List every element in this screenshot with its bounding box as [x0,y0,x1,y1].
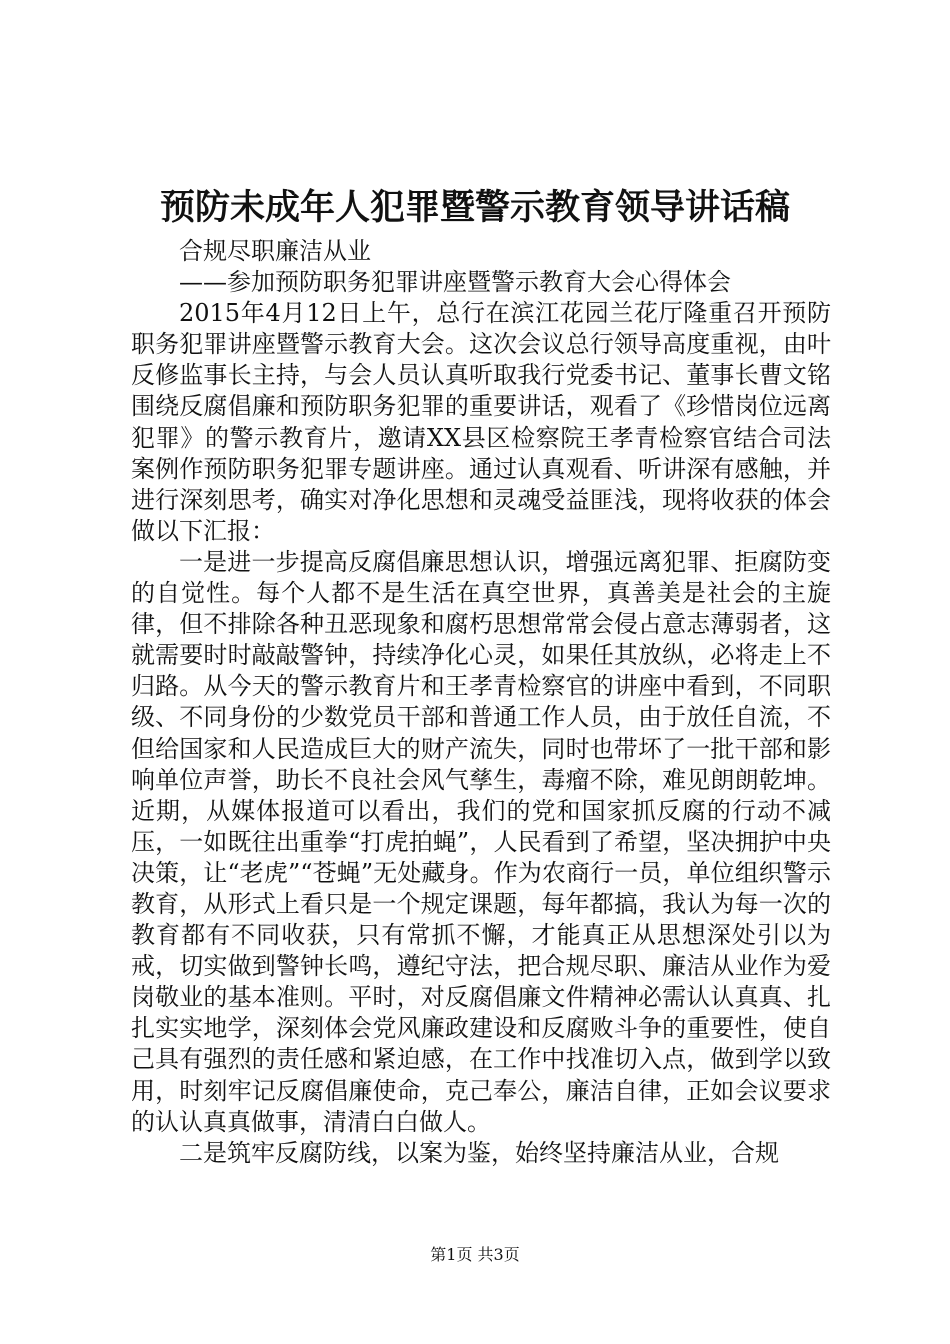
subtitle: 合规尽职廉洁从业 [179,237,371,265]
paragraph: 2015年4月12日上午，总行在滨江花园兰花厅隆重召开预防职务犯罪讲座暨警示教育大会。这次会议总行领导高度重视，由叶反修监事长主持，与会人员认真听取我行党委书记、董事长曹文铭围绕反腐倡廉和预防职务犯罪的重要讲话，观看了《珍惜岗位远离犯罪》的警示教育片，邀请XX县区检察院王孝青检察官结合司法案例作预防职务犯罪专题讲座。通过认真观看、听讲深有感触，并进行深刻思考，确实对净化思想和灵魂受益匪浅，现将收获的体会做以下汇报： [131,299,831,545]
sub-subtitle: ——参加预防职务犯罪讲座暨警示教育大会心得体会 [179,268,731,297]
paragraph: 二是筑牢反腐防线，以案为鉴，始终坚持廉洁从业，合规 [179,1138,779,1167]
paragraph: 一是进一步提高反腐倡廉思想认识，增强远离犯罪、拒腐防变的自觉性。每个人都不是生活在真空世界，真善美是社会的主旋律，但不排除各种丑恶现象和腐朽思想常常会侵占意志薄弱者，这就需要时时敲敲警钟，持续净化心灵，如果任其放纵，必将走上不归路。从今天的警示教育片和王孝青检察官的讲座中看到，不同职级、不同身份的少数党员干部和普通工作人员，由于放任自流，不但给国家和人民造成巨大的财产流失，同时也带坏了一批干部和影响单位声誉，助长不良社会风气孳生，毒瘤不除，难见朗朗乾坤。近期，从媒体报道可以看出，我们的党和国家抓反腐的行动不减压，一如既往出重拳“打虎拍蝇”，人民看到了希望，坚决拥护中央决策，让“老虎”“苍蝇”无处藏身。作为农商行一员，单位组织警示教育，从形式上看只是一个规定课题，每年都搞，我认为每一次的教育都有不同收获，只有常抓不懈，才能真正从思想深处引以为戒，切实做到警钟长鸣，遵纪守法，把合规尽职、廉洁从业作为爱岗敬业的基本准则。平时，对反腐倡廉文件精神必需认认真真、扎扎实实地学，深刻体会党风廉政建设和反腐败斗争的重要性，使自己具有强烈的责任感和紧迫感，在工作中找准切入点，做到学以致用，时刻牢记反腐倡廉使命，克己奉公，廉洁自律，正如会议要求的认认真真做事，清清白白做人。 [131,547,831,1136]
document-title: 预防未成年人犯罪暨警示教育领导讲话稿 [159,188,790,228]
document-body [131,236,831,1169]
page-number-footer: 第1页 共3页 [430,1245,520,1264]
